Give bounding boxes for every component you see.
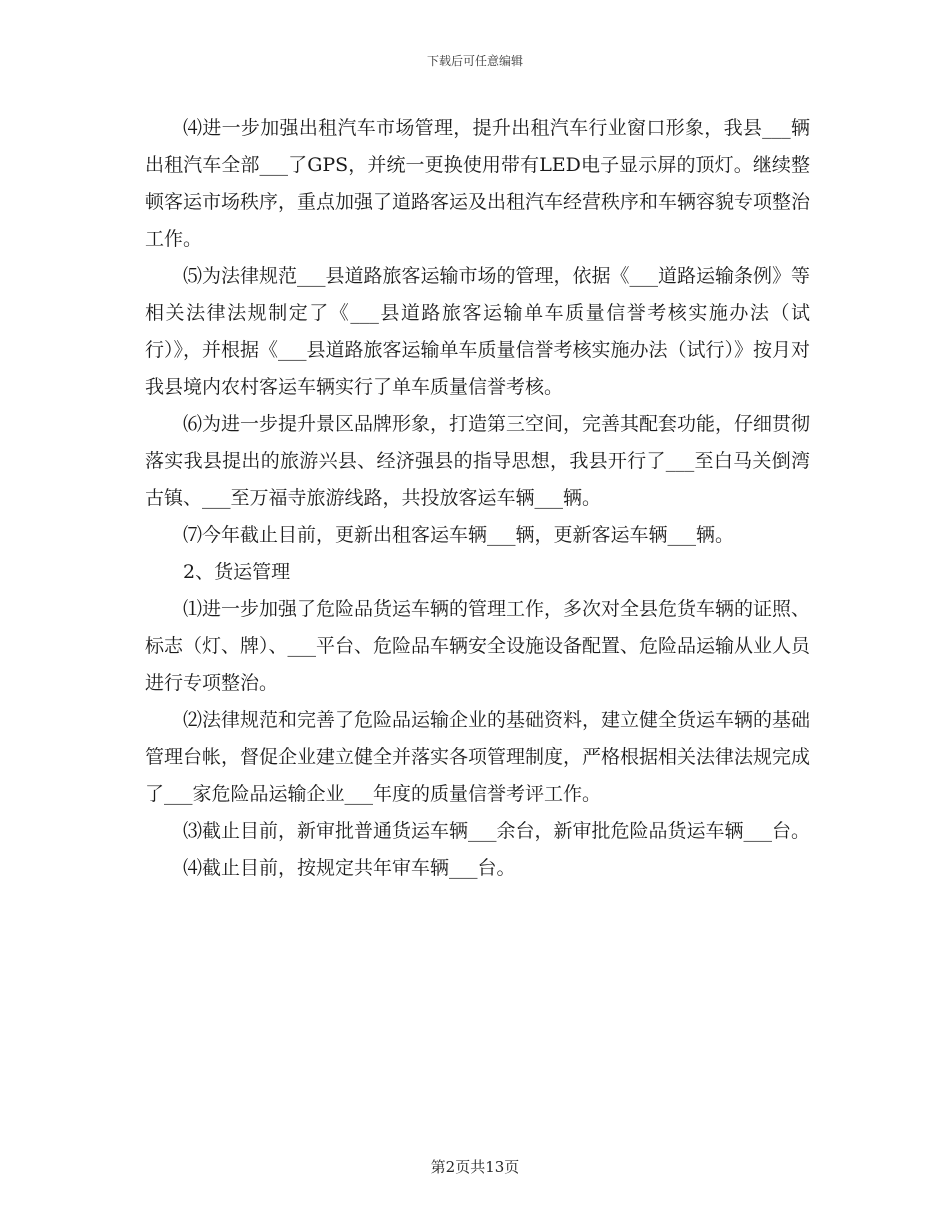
paragraph-passenger-regulation: ⑸为法律规范___县道路旅客运输市场的管理，依据《___道路运输条例》等相关法律法规制定了《___县道路旅客运输单车质量信誉考核实施办法（试行）》，并根据《___县道路旅客运输单车质量信誉考核实施办法（试行）》按月对我县境内农村客运车辆实行了单车质量信誉考核。 [145,265,811,398]
page-header-note: 下载后可任意编辑 [426,54,523,68]
paragraph-taxi-management: ⑷进一步加强出租汽车市场管理，提升出租汽车行业窗口形象，我县___辆出租汽车全部___了GPS，并统一更换使用带有LED电子显示屏的顶灯。继续整顿客运市场秩序，重点加强了道路客运及出租汽车经营秩序和车辆容貌专项整治工作。 [145,117,811,250]
page-number: 第2页共13页 [430,1158,520,1176]
section-heading-freight: 2、货运管理 [183,561,291,583]
document-body [145,110,810,887]
paragraph-vehicle-renewal: ⑺今年截止目前，更新出租客运车辆___辆，更新客运车辆___辆。 [183,524,735,546]
paragraph-annual-inspection: ⑷截止目前，按规定共年审车辆___台。 [183,857,516,879]
paragraph-hazmat-enterprise: ⑵法律规范和完善了危险品运输企业的基础资料，建立健全货运车辆的基础管理台帐，督促企业建立健全并落实各项管理制度，严格根据相关法律法规完成了___家危险品运输企业___年度的质量信誉考评工作。 [145,709,811,805]
paragraph-tourism-routes: ⑹为进一步提升景区品牌形象，打造第三空间，完善其配套功能，仔细贯彻落实我县提出的旅游兴县、经济强县的指导思想，我县开行了___至白马关倒湾古镇、___至万福寺旅游线路，共投放客运车辆___辆。 [145,413,811,509]
paragraph-hazmat-management: ⑴进一步加强了危险品货运车辆的管理工作，多次对全县危货车辆的证照、标志（灯、牌）、___平台、危险品车辆安全设施设备配置、危险品运输从业人员进行专项整治。 [145,598,811,694]
paragraph-freight-approval: ⑶截止目前，新审批普通货运车辆___余台，新审批危险品货运车辆___台。 [183,820,811,842]
